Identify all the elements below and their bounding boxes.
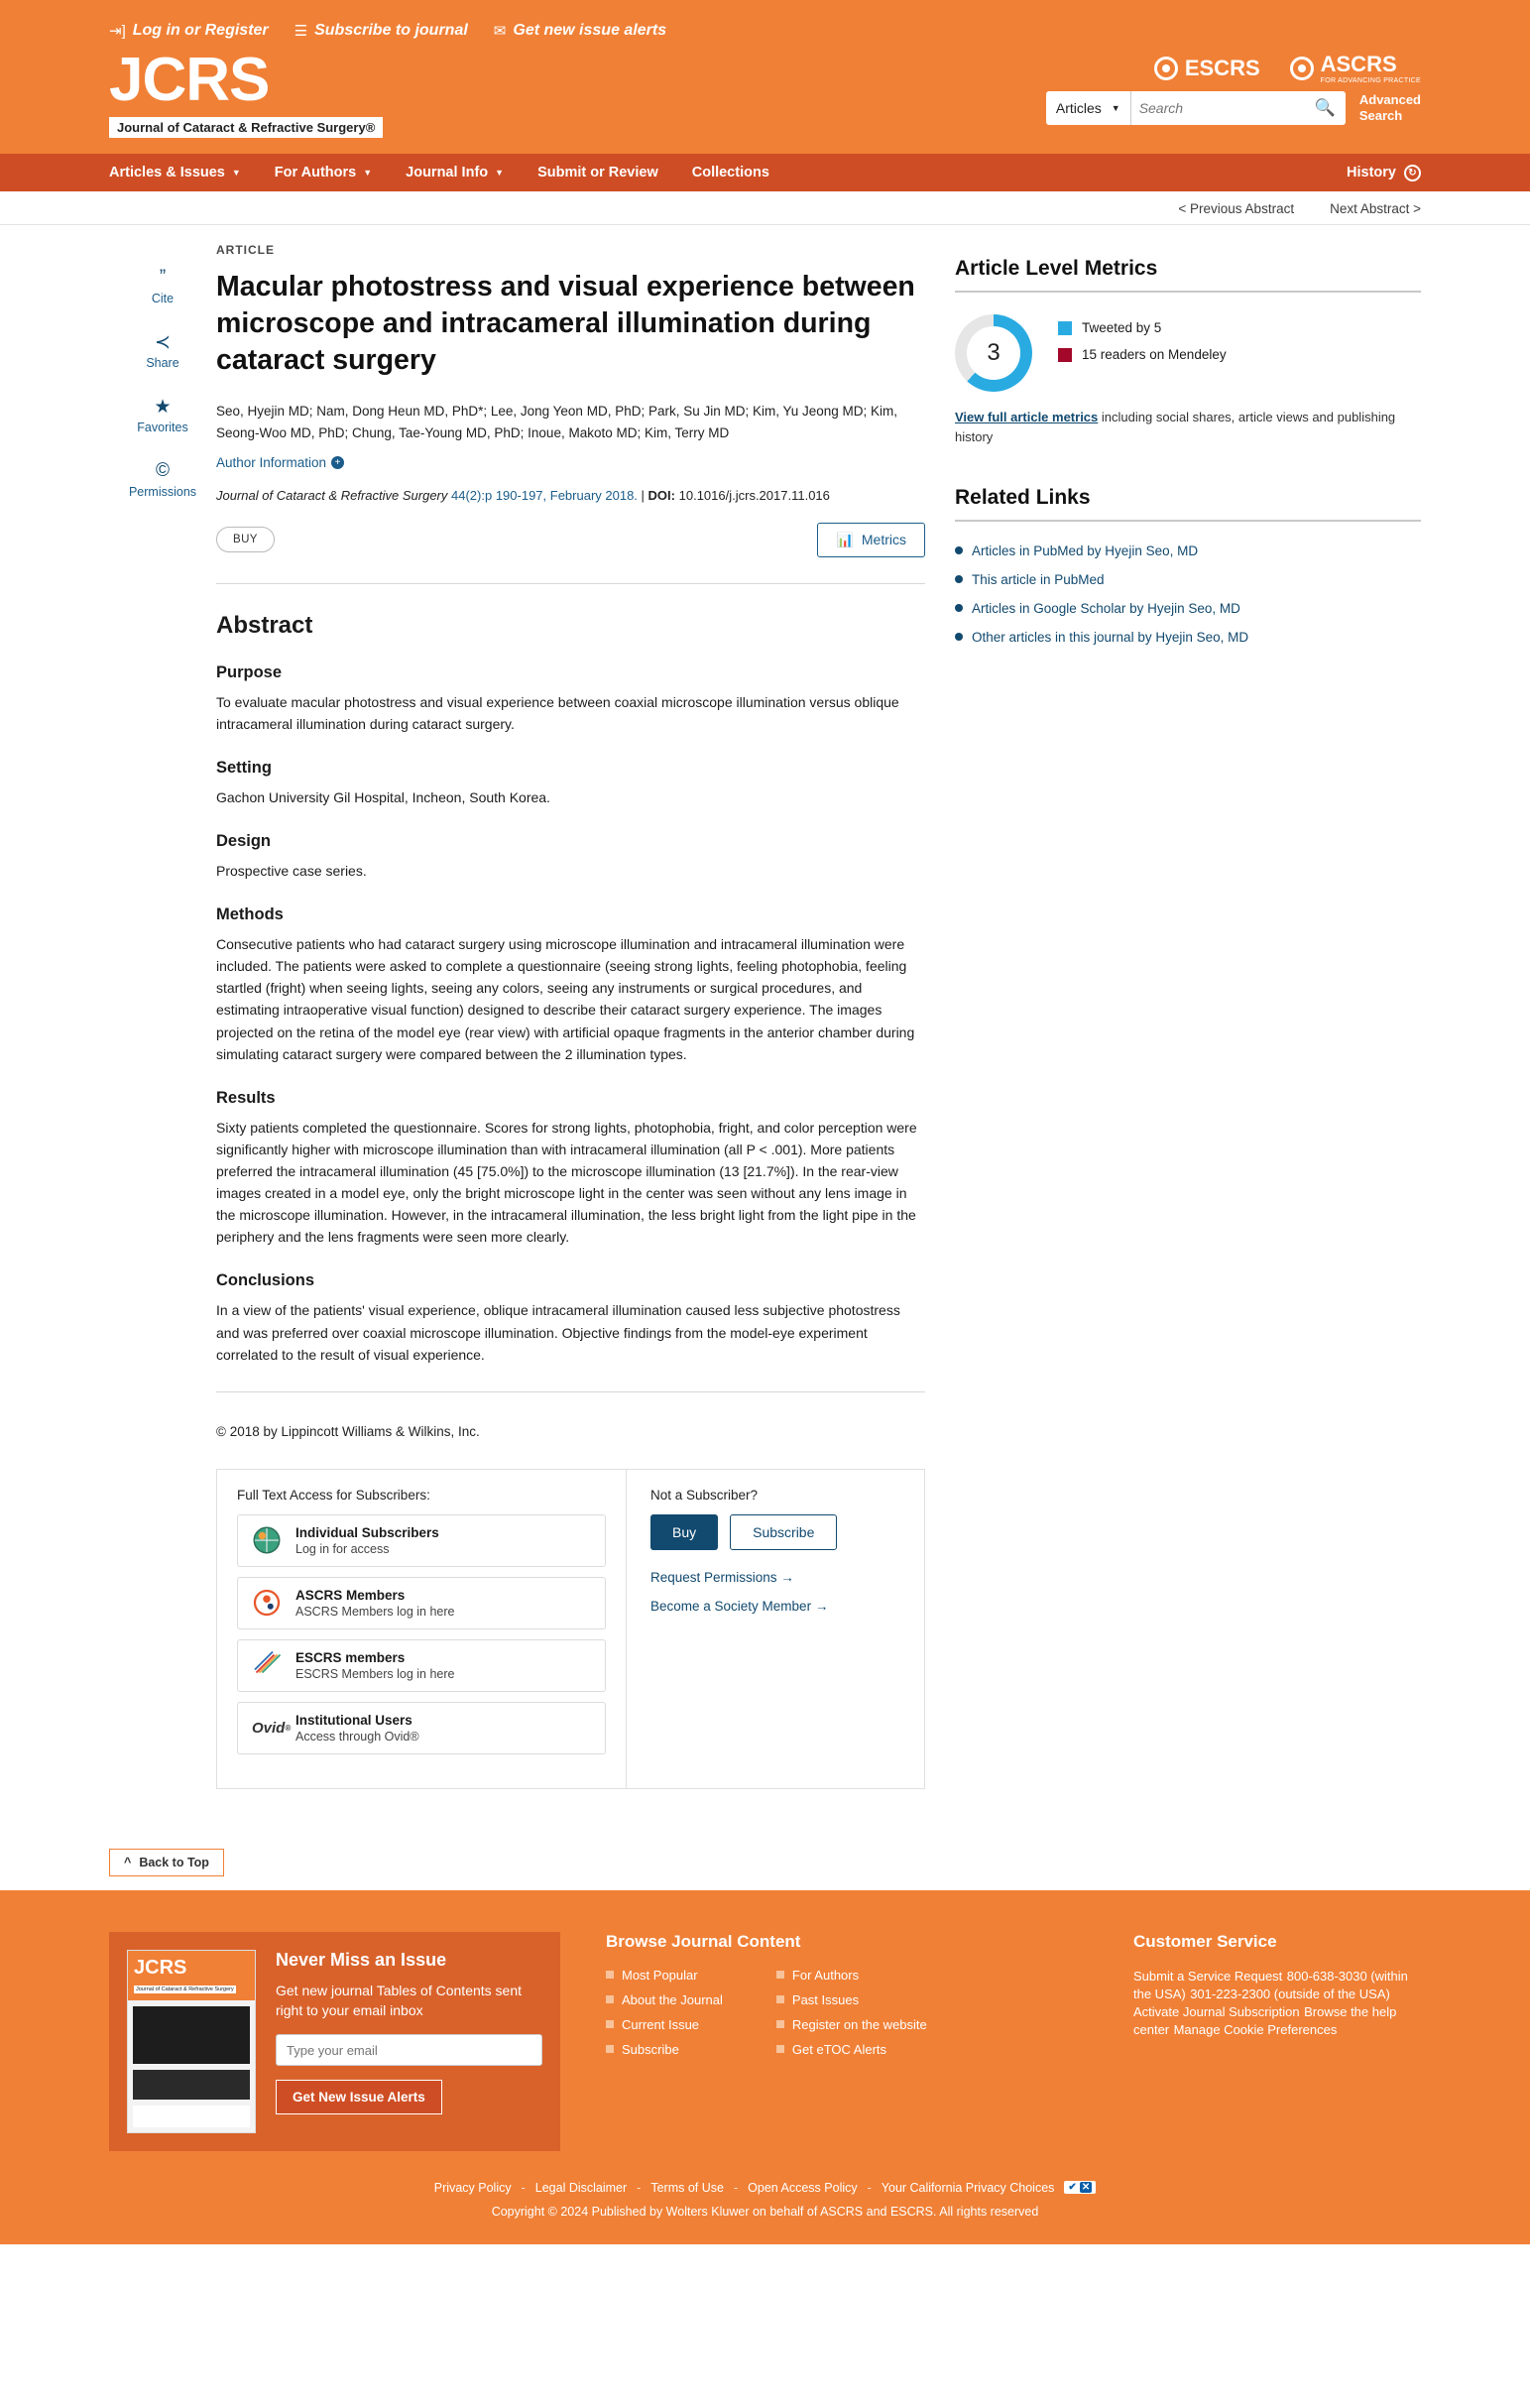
bullet-icon [955, 604, 963, 612]
footer-link-terms-of-use[interactable]: Terms of Use [650, 2180, 724, 2195]
square-bullet-icon [776, 2045, 784, 2053]
citation-divider: | [641, 487, 648, 503]
customer-service-heading: Customer Service [1133, 1931, 1277, 1951]
nav-articles-issues[interactable] [109, 165, 241, 181]
permissions-tool-label: Permissions [128, 485, 197, 499]
divider [955, 520, 1421, 522]
footer-link-most-popular-label: Most Popular [622, 1967, 698, 1983]
full-metrics-text [955, 408, 1421, 446]
chevron-down-icon: ▼ [495, 168, 505, 178]
section-heading-design: Design [216, 832, 272, 850]
divider [216, 583, 925, 584]
footer-link-california-privacy[interactable]: Your California Privacy Choices [881, 2180, 1055, 2195]
footer-link-service-request[interactable]: Submit a Service Request [1133, 1968, 1283, 1984]
nav-for-authors-label: For Authors [274, 165, 357, 181]
cover-title: JCRS [134, 1956, 187, 1979]
separator: - [733, 2180, 739, 2195]
footer-link-privacy-policy[interactable]: Privacy Policy [433, 2180, 512, 2195]
metric-row-mendeley-label: 15 readers on Mendeley [1082, 347, 1227, 362]
section-text-results: Sixty patients completed the questionnaire. Scores for strong lights, photophobia, fright, and color perception were significantly higher with microscope illumination than with intracameral illumination (all P < .001). More patients preferred the intracameral illumination (45 [75.0%]) to the microscope illumination (13 [21.7%]). In the rear-view images created in a model eye, only the bright microscope light in the center was seen without any lens image in the microscope illumination. However, in the intracameral illumination, the less bright light from the light pipe in the periphery and the lens fragments were seen more clearly. [216, 1119, 917, 1246]
ascrs-logo[interactable] [1290, 52, 1421, 84]
escrs-mark-icon [1154, 57, 1178, 80]
access-option-individual-title: Individual Subscribers [295, 1524, 439, 1540]
section-text-purpose: To evaluate macular photostress and visual experience between coaxial microscope illumination versus oblique intracameral illumination during cataract surgery. [216, 693, 899, 732]
footer-link-help-center[interactable]: Browse the help center [1133, 2003, 1397, 2037]
citation-line [216, 488, 925, 503]
search-input[interactable] [1131, 91, 1305, 125]
related-links-list [955, 543, 1421, 645]
search-icon: 🔍 [1314, 98, 1336, 117]
request-permissions-link[interactable]: Request Permissions → [650, 1569, 794, 1585]
get-new-issue-alerts-button[interactable]: Get New Issue Alerts [276, 2080, 442, 2114]
footer-link-for-authors-label: For Authors [791, 1967, 860, 1983]
section-text-setting: Gachon University Gil Hospital, Incheon, South Korea. [216, 788, 550, 805]
footer-link-phone-usa[interactable]: 800-638-3030 (within the USA) [1133, 1968, 1408, 2001]
browse-column-1 [606, 1968, 723, 2067]
newsletter-text: Get new journal Tables of Contents sent right to your email inbox [276, 1982, 523, 2019]
related-link-pubmed-author-label: Articles in PubMed by Hyejin Seo, MD [972, 543, 1199, 558]
journal-subtitle: Journal of Cataract & Refractive Surgery® [109, 117, 383, 138]
footer-link-open-access-policy[interactable]: Open Access Policy [748, 2180, 858, 2195]
nav-journal-info[interactable] [406, 165, 504, 181]
customer-service [1133, 1932, 1421, 2151]
chevron-down-icon: ▼ [363, 168, 373, 178]
browse-heading: Browse Journal Content [606, 1931, 801, 1951]
footer-link-register[interactable] [776, 2017, 927, 2032]
ovid-color-icon [252, 1525, 282, 1555]
access-option-institutional-sub: Access through Ovid® [295, 1729, 419, 1744]
cover-photo-bottom [133, 2070, 250, 2100]
related-link-this-article-pubmed-label: This article in PubMed [972, 572, 1105, 587]
bullet-icon [955, 546, 963, 554]
section-heading-conclusions: Conclusions [216, 1271, 315, 1290]
not-subscriber-heading: Not a Subscriber? [650, 1487, 759, 1503]
footer-link-phone-intl[interactable]: 301-223-2300 (outside of the USA) [1190, 1986, 1390, 2001]
metric-row-twitter-label: Tweeted by 5 [1082, 320, 1162, 335]
search-submit-button[interactable] [1305, 98, 1346, 118]
search-scope-select[interactable] [1046, 91, 1131, 125]
doi-label: DOI: [647, 487, 675, 503]
subscriber-access-column [217, 1470, 627, 1788]
author-list: Seo, Hyejin MD; Nam, Dong Heun MD, PhD*; Lee, Jong Yeon MD, PhD; Park, Su Jin MD; Kim, Yu Jeong MD; Kim, Seong-Woo MD, PhD; Chung, Tae-Young MD, PhD; Inoue, Makoto MD; Kim, Terry MD [216, 404, 898, 441]
nav-collections-label: Collections [691, 165, 769, 181]
cover-photo-top [133, 2006, 250, 2064]
bullet-icon [955, 575, 963, 583]
cite-tool-label: Cite [151, 292, 175, 305]
square-bullet-icon [776, 1971, 784, 1979]
utility-nav [0, 18, 1530, 44]
footer-link-cookie-preferences[interactable]: Manage Cookie Preferences [1173, 2021, 1338, 2037]
section-text-methods: Consecutive patients who had cataract surgery using microscope illumination and intracameral illumination were included. The patients were asked to complete a questionnaire (seeing strong lights, feeling photophobia, feeling startled (fright) when seeing lights, seeing any colors, seeing any instruments or surgical procedures, and estimating intraoperative visual function) designed to describe their cataract surgery experience. The images projected on the retina of the model eye (rear view) with artificial opaque fragments in the anterior chamber during simulating cataract surgery were compared between the 2 illumination types. [216, 936, 915, 1062]
share-tool-label: Share [146, 356, 179, 370]
privacy-choices-icon[interactable] [1064, 2181, 1096, 2194]
new-issue-alerts-link[interactable] [494, 22, 666, 40]
cite-tool[interactable] [109, 267, 216, 305]
metric-row-mendeley [1058, 347, 1227, 362]
article-copyright: © 2018 by Lippincott Williams & Wilkins, Inc. [216, 1423, 480, 1439]
journal-cover-image [127, 1950, 256, 2133]
footer-link-past-issues[interactable] [776, 1992, 927, 2007]
back-to-top-wrap [0, 1849, 1530, 1876]
square-bullet-icon [606, 2045, 614, 2053]
escrs-logo[interactable] [1154, 56, 1260, 81]
section-heading-purpose: Purpose [216, 662, 283, 681]
footer-link-current-issue-label: Current Issue [622, 2016, 700, 2032]
privacy-check-glyph: ✔ [1068, 2182, 1077, 2194]
related-link-this-article-pubmed[interactable] [955, 572, 1421, 587]
footer-link-past-issues-label: Past Issues [791, 1991, 860, 2007]
escrs-label: ESCRS [1184, 55, 1260, 80]
cover-footer-bar [133, 2106, 250, 2127]
full-metrics-link[interactable]: View full article metrics [955, 410, 1099, 424]
journal-name: Journal of Cataract & Refractive Surgery [216, 487, 448, 503]
bar-chart-icon: 📊 [836, 531, 854, 547]
chevron-down-icon: ▼ [1111, 103, 1120, 113]
footer-link-for-authors[interactable] [776, 1968, 927, 1983]
mail-icon: ✉ [493, 23, 507, 40]
altmetric-donut [955, 314, 1032, 392]
privacy-x-glyph: ✕ [1081, 2182, 1091, 2194]
next-abstract-link[interactable]: Next Abstract > [1330, 201, 1421, 216]
article-content [216, 243, 955, 1789]
section-text-design: Prospective case series. [216, 863, 367, 879]
footer-link-legal-disclaimer[interactable]: Legal Disclaimer [534, 2180, 628, 2195]
login-register-label: Log in or Register [132, 22, 269, 39]
page-body [0, 225, 1530, 1789]
divider [955, 291, 1421, 293]
related-link-pubmed-author[interactable] [955, 543, 1421, 558]
abstract-heading: Abstract [216, 611, 313, 639]
cover-subtitle: Journal of Cataract & Refractive Surgery [136, 1986, 234, 1992]
main-nav [0, 154, 1530, 191]
full-metrics-rest: including social shares, article views and publishing history [955, 410, 1396, 444]
article-metrics-heading: Article Level Metrics [955, 257, 1158, 280]
star-icon: ★ [154, 397, 172, 418]
nav-collections[interactable] [692, 165, 769, 181]
footer-link-subscribe[interactable] [606, 2042, 723, 2057]
buy-button[interactable]: BUY [216, 527, 275, 552]
metrics-button[interactable] [817, 523, 925, 557]
footer-link-etoc-alerts-label: Get eTOC Alerts [791, 2041, 887, 2057]
related-link-google-scholar[interactable] [955, 601, 1421, 616]
section-heading-methods: Methods [216, 905, 284, 924]
metric-row-twitter [1058, 320, 1227, 335]
ascrs-sublabel: FOR ADVANCING PRACTICE [1320, 77, 1421, 84]
permissions-tool[interactable] [109, 460, 216, 499]
section-heading-results: Results [216, 1088, 276, 1107]
become-society-member-link[interactable]: Become a Society Member → [650, 1598, 829, 1614]
footer-link-most-popular[interactable] [606, 1968, 723, 1983]
browse-column-2 [776, 1968, 927, 2067]
square-bullet-icon [776, 2020, 784, 2028]
divider [216, 1391, 925, 1392]
favorites-tool-label: Favorites [137, 421, 188, 434]
not-subscriber-column [627, 1470, 924, 1788]
mendeley-color-swatch [1058, 348, 1072, 362]
legal-links [109, 2181, 1421, 2195]
related-link-other-articles[interactable] [955, 630, 1421, 645]
newsletter-heading: Never Miss an Issue [276, 1949, 447, 1970]
subscribe-journal-label: Subscribe to journal [314, 22, 468, 39]
related-links-heading: Related Links [955, 486, 1091, 509]
ascrs-icon [252, 1588, 282, 1618]
previous-abstract-link[interactable]: < Previous Abstract [1178, 201, 1295, 216]
article-tools-rail [109, 243, 216, 1789]
separator: - [637, 2180, 642, 2195]
back-to-top-button[interactable] [109, 1849, 224, 1876]
section-heading-setting: Setting [216, 758, 272, 777]
advanced-search-line2: Search [1358, 108, 1403, 123]
bullet-icon [955, 633, 963, 641]
square-bullet-icon [776, 1995, 784, 2003]
newsletter-promo [109, 1932, 560, 2151]
access-option-ascrs-title: ASCRS Members [295, 1587, 406, 1603]
back-to-top-label: Back to Top [139, 1855, 209, 1869]
subscribe-journal-link[interactable] [294, 22, 468, 40]
nav-history[interactable] [1347, 165, 1421, 181]
access-option-escrs-sub: ESCRS Members log in here [295, 1666, 455, 1681]
chevron-up-icon: ^ [124, 1855, 132, 1869]
author-information-toggle[interactable] [216, 455, 344, 470]
citation-volume-link[interactable]: 44(2):p 190-197, February 2018. [451, 487, 638, 503]
nav-journal-info-label: Journal Info [406, 165, 489, 181]
square-bullet-icon [606, 1971, 614, 1979]
site-header [0, 0, 1530, 154]
related-link-other-articles-label: Other articles in this journal by Hyejin Seo, MD [972, 630, 1249, 645]
access-option-escrs[interactable] [237, 1639, 606, 1692]
quote-icon: ” [159, 267, 167, 288]
page-title: Macular photostress and visual experience between microscope and intracameral illumination during cataract surgery [216, 271, 915, 377]
footer-link-subscribe-label: Subscribe [622, 2041, 679, 2057]
access-option-ascrs-sub: ASCRS Members log in here [295, 1604, 455, 1619]
doi-value: 10.1016/j.jcrs.2017.11.016 [678, 487, 830, 503]
favorites-tool[interactable] [109, 396, 216, 434]
section-text-conclusions: In a view of the patients' visual experience, oblique intracameral illumination caused less subjective photostress and was preferred over coaxial microscope illumination. Objective findings from the model-eye experiment correlated to the result of visual experience. [216, 1302, 900, 1363]
square-bullet-icon [606, 1995, 614, 2003]
chevron-down-icon: ▼ [231, 168, 241, 178]
escrs-icon [252, 1650, 282, 1680]
metrics-button-label: Metrics [861, 532, 906, 548]
footer-link-about-journal[interactable] [606, 1992, 723, 2007]
society-logos [1154, 52, 1421, 84]
journal-logo-text: JCRS [109, 46, 270, 114]
plus-circle-icon: + [331, 456, 344, 469]
login-register-link[interactable] [109, 22, 269, 40]
footer-link-etoc-alerts[interactable] [776, 2042, 927, 2057]
footer-link-activate-subscription[interactable]: Activate Journal Subscription [1133, 2003, 1300, 2019]
site-footer [0, 1890, 1530, 2181]
nav-for-authors[interactable] [275, 165, 372, 181]
history-icon: ↻ [1404, 165, 1421, 181]
altmetric-widget[interactable] [955, 314, 1421, 392]
separator: - [521, 2180, 526, 2195]
article-type-kicker: ARTICLE [216, 243, 275, 257]
access-option-individual-sub: Log in for access [295, 1541, 390, 1556]
share-tool[interactable] [109, 331, 216, 370]
article-actions [216, 523, 925, 557]
separator: - [867, 2180, 872, 2195]
footer-link-register-label: Register on the website [791, 2016, 927, 2032]
copyright-icon: © [156, 460, 170, 481]
access-option-individual[interactable] [237, 1514, 606, 1567]
access-panel [216, 1469, 925, 1789]
search-scope-label: Articles [1055, 100, 1102, 116]
journal-brand[interactable] [109, 46, 383, 138]
altmetric-score: 3 [967, 326, 1020, 380]
search-area [1046, 91, 1421, 125]
share-icon: ≺ [155, 332, 171, 353]
footer-link-about-journal-label: About the Journal [622, 1991, 723, 2007]
related-link-google-scholar-label: Articles in Google Scholar by Hyejin Seo, MD [972, 601, 1240, 616]
nav-history-label: History [1347, 165, 1396, 181]
twitter-color-swatch [1058, 321, 1072, 335]
buy-access-button[interactable]: Buy [650, 1514, 718, 1550]
sub-footer [0, 2181, 1530, 2244]
access-option-ascrs[interactable] [237, 1577, 606, 1629]
ovid-wordmark: Ovid ® [252, 1719, 292, 1737]
ascrs-label-wrap [1321, 52, 1421, 84]
subscribe-button[interactable]: Subscribe [730, 1514, 837, 1550]
footer-link-current-issue[interactable] [606, 2017, 723, 2032]
search-box [1046, 91, 1346, 125]
article-sidebar [955, 243, 1421, 1789]
browse-journal-content [606, 1932, 1088, 2151]
nav-articles-issues-label: Articles & Issues [109, 165, 225, 181]
ascrs-mark-icon [1290, 57, 1314, 80]
square-bullet-icon [606, 2020, 614, 2028]
login-icon: ⇥] [109, 23, 126, 40]
footer-copyright: Copyright © 2024 Published by Wolters Kluwer on behalf of ASCRS and ESCRS. All rights reserved [491, 2204, 1039, 2219]
access-option-escrs-title: ESCRS members [295, 1649, 406, 1665]
advanced-search-line1: Advanced [1358, 92, 1421, 108]
nav-submit-or-review[interactable] [537, 165, 658, 181]
abstract-pager [0, 191, 1530, 225]
access-option-institutional[interactable] [237, 1702, 606, 1754]
nav-submit-or-review-label: Submit or Review [537, 165, 658, 181]
ascrs-label: ASCRS [1320, 52, 1397, 76]
access-option-institutional-title: Institutional Users [295, 1712, 412, 1728]
new-issue-alerts-label: Get new issue alerts [513, 22, 667, 39]
full-text-access-heading: Full Text Access for Subscribers: [237, 1487, 430, 1503]
author-information-label: Author Information [216, 454, 327, 470]
list-icon: ☰ [294, 23, 308, 40]
advanced-search-link[interactable] [1359, 92, 1421, 123]
email-field[interactable] [276, 2034, 542, 2066]
